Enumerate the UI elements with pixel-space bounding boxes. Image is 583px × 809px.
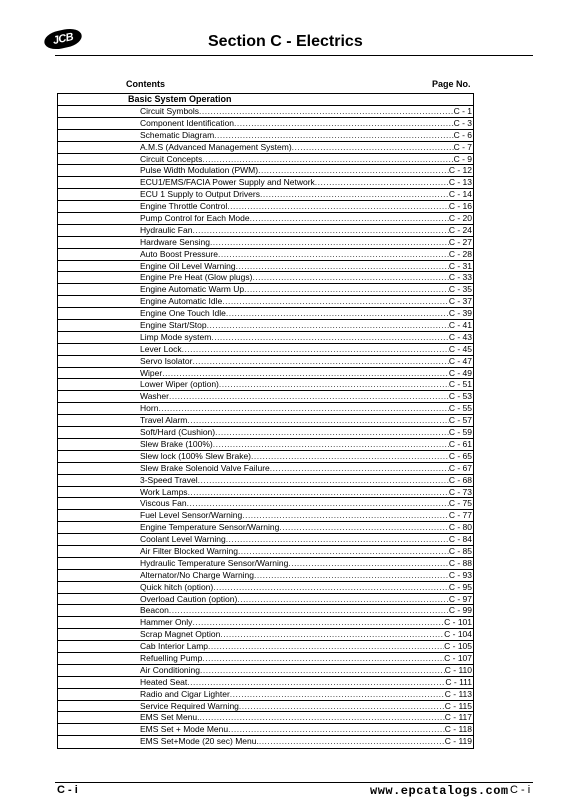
toc-entry-page: C - 35 — [448, 284, 472, 295]
table-of-contents — [57, 93, 474, 749]
toc-entry[interactable] — [58, 320, 473, 332]
toc-entry[interactable] — [58, 617, 473, 629]
toc-entry-page: C - 68 — [448, 474, 472, 485]
toc-entry[interactable] — [58, 177, 473, 189]
toc-entry-title: Wiper — [140, 367, 163, 378]
toc-entry-page: C - 99 — [448, 605, 472, 616]
footer-page-id: C - i — [57, 784, 78, 796]
toc-entry[interactable] — [58, 712, 473, 724]
dot-leader — [187, 677, 445, 688]
toc-entry-title: Circuit Symbols — [140, 106, 200, 116]
toc-entry-title: Coolant Level Warning — [140, 534, 226, 545]
toc-entry[interactable] — [58, 439, 473, 451]
footer-right-page-id: C - i — [510, 784, 531, 796]
toc-entry-page: C - 39 — [448, 308, 472, 319]
toc-entry-page: C - 67 — [448, 462, 472, 473]
dot-leader — [234, 118, 454, 129]
dot-leader — [198, 475, 449, 486]
dot-leader — [192, 225, 448, 236]
toc-entry[interactable] — [58, 403, 473, 415]
toc-entry-page: C - 37 — [448, 296, 472, 307]
toc-entry-page: C - 93 — [448, 569, 472, 580]
dot-leader — [226, 534, 449, 545]
toc-entry[interactable] — [58, 308, 473, 320]
toc-entry[interactable] — [58, 570, 473, 582]
dot-leader — [260, 189, 449, 200]
dot-leader — [199, 106, 454, 117]
dot-leader — [188, 487, 449, 498]
toc-entry[interactable] — [58, 701, 473, 713]
toc-entry-page: C - 73 — [448, 486, 472, 497]
toc-entry-page: C - 59 — [448, 427, 472, 438]
toc-entry-page: C - 43 — [448, 331, 472, 342]
dot-leader — [218, 249, 449, 260]
toc-entry-title: Engine Automatic Warm Up — [140, 284, 245, 295]
toc-entry-title: Limp Mode system — [140, 331, 212, 342]
toc-entry-page: C - 1 — [453, 106, 472, 116]
toc-entry[interactable] — [58, 558, 473, 570]
toc-entry[interactable] — [58, 154, 473, 166]
toc-entry[interactable] — [58, 261, 473, 273]
toc-entry-page: C - 14 — [448, 189, 472, 200]
dot-leader — [226, 308, 449, 319]
toc-entry-page: C - 33 — [448, 272, 472, 283]
toc-entry-page: C - 31 — [448, 260, 472, 271]
toc-entry[interactable] — [58, 510, 473, 522]
toc-entry-page: C - 53 — [448, 391, 472, 402]
toc-entry-page: C - 115 — [444, 700, 472, 711]
toc-entry[interactable] — [58, 463, 473, 475]
toc-entry-page: C - 27 — [448, 236, 472, 247]
dot-leader — [187, 415, 448, 426]
toc-entry-title: Hammer Only — [140, 617, 193, 628]
toc-entry-title: Auto Boost Pressure — [140, 248, 218, 259]
toc-entry[interactable] — [58, 249, 473, 261]
toc-entry[interactable] — [58, 213, 473, 225]
dot-leader — [169, 605, 449, 616]
toc-entry-title: Slew lock (100% Slew Brake) — [140, 450, 252, 461]
toc-entry-page: C - 84 — [448, 534, 472, 545]
toc-entry-title: Travel Alarm — [140, 415, 188, 426]
toc-entry-page: C - 77 — [448, 510, 472, 521]
toc-entry-page: C - 7 — [453, 141, 472, 152]
toc-entry[interactable] — [58, 736, 473, 748]
dot-leader — [207, 320, 449, 331]
toc-entry-page: C - 107 — [444, 652, 472, 663]
toc-entry[interactable] — [58, 689, 473, 701]
toc-entry-title: Engine Oil Level Warning — [140, 260, 236, 271]
toc-entry-page: C - 16 — [448, 201, 472, 212]
toc-entry[interactable] — [58, 272, 473, 284]
dot-leader — [238, 546, 449, 557]
toc-entry-page: C - 111 — [445, 676, 472, 687]
toc-entry[interactable] — [58, 594, 473, 606]
toc-entry-title: Horn — [140, 403, 159, 414]
jcb-logo — [43, 26, 84, 52]
dot-leader — [213, 439, 449, 450]
toc-entry-page: C - 101 — [444, 617, 472, 628]
dot-leader — [227, 201, 449, 212]
dot-leader — [230, 689, 445, 700]
dot-leader — [208, 641, 444, 652]
logo-text: JCB — [51, 31, 75, 48]
toc-entry[interactable] — [58, 130, 473, 142]
dot-leader — [251, 451, 449, 462]
toc-entry-page: C - 3 — [453, 117, 472, 128]
toc-entry-page: C - 97 — [448, 593, 472, 604]
toc-entry[interactable] — [58, 356, 473, 368]
toc-entry-title: Hydraulic Temperature Sensor/Warning — [140, 557, 289, 568]
toc-entry[interactable] — [58, 332, 473, 344]
dot-leader — [200, 665, 445, 676]
dot-leader — [202, 653, 444, 664]
dot-leader — [158, 403, 448, 414]
dot-leader — [200, 712, 445, 723]
toc-entry[interactable] — [58, 546, 473, 558]
toc-entry-page: C - 65 — [448, 450, 472, 461]
toc-entry-page: C - 61 — [448, 438, 472, 449]
toc-entry-title: ECU1/EMS/FACIA Power Supply and Network — [140, 177, 315, 188]
toc-entry-page: C - 47 — [448, 355, 472, 366]
toc-entry-page: C - 118 — [444, 724, 472, 735]
toc-entry-page: C - 51 — [448, 379, 472, 390]
toc-entry-title: Hydraulic Fan — [140, 224, 193, 235]
toc-entry[interactable] — [58, 641, 473, 653]
dot-leader — [219, 379, 449, 390]
toc-entry[interactable] — [58, 427, 473, 439]
section-heading: Basic System Operation — [58, 94, 473, 106]
toc-entry-page: C - 117 — [444, 712, 472, 723]
dot-leader — [202, 154, 453, 165]
toc-entry-page: C - 80 — [448, 522, 472, 533]
toc-entry-title: ECU 1 Supply to Output Drivers — [140, 189, 260, 200]
toc-entry-title: Engine Start/Stop — [140, 320, 207, 331]
toc-entry-title: EMS Set+Mode (20 sec) Menu. — [140, 736, 259, 747]
dot-leader — [279, 522, 448, 533]
toc-entry[interactable] — [58, 629, 473, 641]
toc-entry[interactable] — [58, 165, 473, 177]
toc-entry-title: Engine Temperature Sensor/Warning — [140, 522, 280, 533]
toc-entry-page: C - 28 — [448, 248, 472, 259]
toc-entry-title: Slew Brake Solenoid Valve Failure — [140, 462, 270, 473]
toc-entry-title: Component Identification — [140, 117, 235, 128]
dot-leader — [315, 177, 449, 188]
toc-entry-page: C - 55 — [448, 403, 472, 414]
toc-entry-title: Alternator/No Charge Warning — [140, 569, 255, 580]
toc-entry[interactable] — [58, 379, 473, 391]
toc-entry-title: Servo Isolator — [140, 355, 193, 366]
toc-entry[interactable] — [58, 106, 473, 118]
toc-entry[interactable] — [58, 391, 473, 403]
toc-entry-title: Viscous Fan — [140, 498, 187, 509]
toc-entry-page: C - 110 — [444, 664, 472, 675]
toc-entry[interactable] — [58, 582, 473, 594]
toc-entry-title: Lever Lock — [140, 343, 182, 354]
dot-leader — [192, 356, 448, 367]
toc-entry-title: Soft/Hard (Cushion) — [140, 427, 216, 438]
toc-entry-title: Scrap Magnet Option — [140, 629, 221, 640]
toc-entry-page: C - 104 — [444, 629, 472, 640]
toc-entry[interactable] — [58, 487, 473, 499]
toc-entry[interactable] — [58, 475, 473, 487]
dot-leader — [252, 272, 448, 283]
toc-entry-title: Heated Seat — [140, 676, 188, 687]
toc-entry-title: Pulse Width Modulation (PWM) — [140, 165, 259, 176]
dot-leader — [210, 237, 449, 248]
toc-entry-page: C - 6 — [453, 129, 472, 140]
dot-leader — [192, 617, 444, 628]
toc-entry-page: C - 119 — [444, 736, 472, 747]
toc-entry-page: C - 49 — [448, 367, 472, 378]
dot-leader — [258, 165, 449, 176]
toc-entry-title: Engine One Touch Idle — [140, 308, 226, 319]
page-no-column-header: Page No. — [432, 79, 471, 89]
toc-entry-title: Radio and Cigar Lighter — [140, 688, 230, 699]
footer-rule — [55, 782, 533, 783]
dot-leader — [242, 510, 449, 521]
toc-entry[interactable] — [58, 118, 473, 130]
toc-entry-title: Cab Interior Lamp — [140, 641, 209, 652]
dot-leader — [270, 463, 449, 474]
toc-entry-page: C - 57 — [448, 415, 472, 426]
toc-entry-title: Quick hitch (option) — [140, 581, 214, 592]
header-rule — [55, 55, 533, 56]
toc-entry-title: Air Conditioning — [140, 664, 201, 675]
dot-leader — [236, 261, 449, 272]
toc-entry-title: Engine Automatic Idle — [140, 296, 223, 307]
toc-entry[interactable] — [58, 368, 473, 380]
toc-entry-page: C - 85 — [448, 545, 472, 556]
dot-leader — [182, 344, 449, 355]
toc-entry-page: C - 75 — [448, 498, 472, 509]
dot-leader — [239, 701, 445, 712]
toc-entry-page: C - 45 — [448, 343, 472, 354]
toc-entry-title: Circuit Concepts — [140, 153, 203, 164]
toc-entry[interactable] — [58, 665, 473, 677]
dot-leader — [214, 130, 453, 141]
toc-entry[interactable] — [58, 415, 473, 427]
toc-entry-page: C - 113 — [444, 688, 472, 699]
toc-entry[interactable] — [58, 142, 473, 154]
dot-leader — [213, 582, 449, 593]
toc-entry[interactable] — [58, 344, 473, 356]
toc-entry-title: EMS Set Menu. — [140, 712, 200, 723]
toc-entry-page: C - 88 — [448, 557, 472, 568]
dot-leader — [244, 284, 449, 295]
dot-leader — [222, 296, 449, 307]
dot-leader — [162, 368, 449, 379]
page-title: Section C - Electrics — [208, 33, 363, 50]
toc-entry-page: C - 41 — [448, 320, 472, 331]
toc-entry-title: Washer — [140, 391, 169, 402]
dot-leader — [292, 142, 454, 153]
dot-leader — [187, 498, 449, 509]
toc-entry-page: C - 9 — [453, 153, 472, 164]
dot-leader — [237, 594, 449, 605]
toc-entry-page: C - 95 — [448, 581, 472, 592]
toc-entry-page: C - 24 — [448, 224, 472, 235]
dot-leader — [220, 629, 444, 640]
dot-leader — [211, 332, 449, 343]
toc-entry[interactable] — [58, 284, 473, 296]
toc-entry-page: C - 13 — [448, 177, 472, 188]
toc-entry[interactable] — [58, 724, 473, 736]
dot-leader — [169, 391, 449, 402]
toc-entry[interactable] — [58, 498, 473, 510]
toc-entry[interactable] — [58, 605, 473, 617]
contents-column-header: Contents — [126, 79, 165, 89]
toc-entry-title: Work Lamps — [140, 486, 188, 497]
toc-entry[interactable] — [58, 534, 473, 546]
toc-entry-title: 3-Speed Travel — [140, 474, 198, 485]
toc-entry-page: C - 20 — [448, 213, 472, 224]
toc-entry-title: EMS Set + Mode Menu — [140, 724, 229, 735]
toc-entry-title: Engine Pre Heat (Glow plugs) — [140, 272, 253, 283]
dot-leader — [215, 427, 449, 438]
toc-entry-title: Beacon — [140, 605, 169, 616]
toc-entry[interactable] — [58, 677, 473, 689]
toc-entry[interactable] — [58, 189, 473, 201]
dot-leader — [250, 213, 449, 224]
toc-entry-title: Service Required Warning — [140, 700, 239, 711]
dot-leader — [228, 724, 445, 735]
toc-entry-title: Lower Wiper (option) — [140, 379, 219, 390]
toc-entry-title: Refuelling Pump — [140, 652, 203, 663]
toc-entry[interactable] — [58, 653, 473, 665]
toc-entry-page: C - 105 — [444, 641, 472, 652]
toc-entry-title: Overload Caution (option) — [140, 593, 238, 604]
toc-entry[interactable] — [58, 522, 473, 534]
dot-leader — [288, 558, 449, 569]
toc-entry-page: C - 12 — [448, 165, 472, 176]
toc-entry-title: Pump Control for Each Mode — [140, 213, 250, 224]
toc-entry-title: Hardware Sensing — [140, 236, 210, 247]
toc-entry-title: Air Filter Blocked Warning — [140, 545, 238, 556]
dot-leader — [259, 736, 445, 748]
toc-entry[interactable] — [58, 296, 473, 308]
toc-entry-title: Engine Throttle Control — [140, 201, 228, 212]
toc-entry-title: Slew Brake (100%) — [140, 438, 213, 449]
watermark-link[interactable]: www.epcatalogs.com — [370, 784, 509, 798]
toc-entry[interactable] — [58, 237, 473, 249]
toc-entry-title: Schematic Diagram — [140, 129, 215, 140]
toc-entry-title: A.M.S (Advanced Management System) — [140, 141, 292, 152]
toc-entry[interactable] — [58, 201, 473, 213]
dot-leader — [254, 570, 449, 581]
toc-entry[interactable] — [58, 225, 473, 237]
toc-entry[interactable] — [58, 451, 473, 463]
toc-entry-title: Fuel Level Sensor/Warning — [140, 510, 243, 521]
